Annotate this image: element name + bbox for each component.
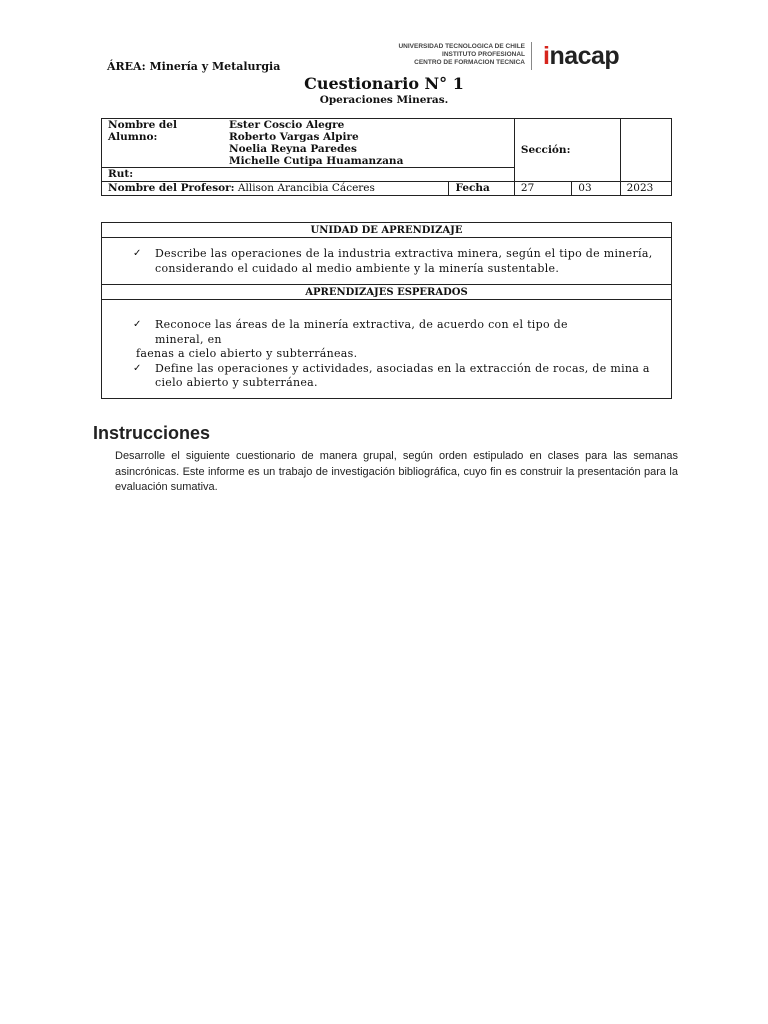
- professor-label: Nombre del Profesor:: [108, 182, 235, 194]
- professor-cell: [102, 182, 449, 196]
- instructions-heading: Instrucciones: [93, 423, 211, 443]
- rut-label: Rut:: [102, 168, 515, 182]
- date-label: Fecha: [449, 182, 514, 196]
- date-year: 2023: [620, 182, 671, 196]
- logo-text: nacap: [549, 42, 620, 70]
- date-month: 03: [572, 182, 620, 196]
- expected-content: [102, 300, 672, 399]
- section-label: [514, 119, 620, 182]
- instructions-body: Desarrolle el siguiente cuestionario de manera grupal, según orden estipulado en clases para las semanas asincrónicas. Este informe es un trabajo de investigación bibliográfica, cuyo fin es construir la presentación para la evaluación sumativa.: [115, 450, 678, 493]
- student-name: Noelia Reyna Paredes: [229, 143, 357, 155]
- checkmark-icon: ✓: [133, 248, 142, 259]
- student-cell: [102, 119, 515, 168]
- section-label-text: Sección:: [520, 144, 571, 156]
- list-item: [103, 318, 670, 347]
- section-value: [620, 119, 671, 182]
- student-names: [229, 119, 403, 167]
- student-name: Ester Coscio Alegre: [229, 119, 345, 131]
- inacap-logo: [543, 42, 619, 71]
- date-day: 27: [514, 182, 571, 196]
- student-name: Roberto Vargas Alpire: [229, 131, 359, 143]
- institution-line: CENTRO DE FORMACION TECNICA: [414, 59, 525, 66]
- unit-header: UNIDAD DE APRENDIZAJE: [102, 223, 672, 238]
- logo-mark: i: [543, 42, 550, 70]
- expected-header: APRENDIZAJES ESPERADOS: [102, 285, 672, 300]
- checkmark-icon: ✓: [133, 362, 142, 374]
- expected-item: [149, 318, 670, 347]
- area-label: ÁREA: Minería y Metalurgia: [107, 60, 281, 73]
- institution-line: INSTITUTO PROFESIONAL: [442, 51, 525, 58]
- unit-item: Describe las operaciones de la industria extractiva minera, según el tipo de minería, considerando el cuidado al medio ambiente y la minería sustentable.: [155, 247, 653, 275]
- checkmark-icon: ✓: [133, 319, 142, 331]
- institution-text: [385, 43, 525, 67]
- expected-item-line: Reconoce las áreas de la minería extractiva, de acuerdo con el tipo de: [155, 318, 568, 332]
- expected-item: Define las operaciones y actividades, asociadas en la extracción de rocas, de mina a cielo abierto y subterránea.: [155, 361, 650, 390]
- institution-line: UNIVERSIDAD TECNOLOGICA DE CHILE: [398, 43, 525, 50]
- student-name: Michelle Cutipa Huamanzana: [229, 155, 404, 167]
- student-info-table: [101, 118, 672, 196]
- page-title: Cuestionario N° 1: [304, 74, 464, 93]
- expected-item-line: faenas a cielo abierto y subterráneas.: [136, 347, 358, 361]
- learning-unit-table: [101, 222, 672, 399]
- unit-content: [102, 238, 672, 285]
- list-item: [103, 362, 670, 391]
- professor-name: Allison Arancibia Cáceres: [237, 182, 375, 194]
- student-label: Nombre del Alumno:: [108, 119, 177, 143]
- page-subtitle: Operaciones Mineras.: [319, 94, 449, 106]
- logo-divider: [531, 42, 532, 70]
- expected-item-line: mineral, en: [155, 332, 222, 346]
- list-item: [103, 247, 670, 276]
